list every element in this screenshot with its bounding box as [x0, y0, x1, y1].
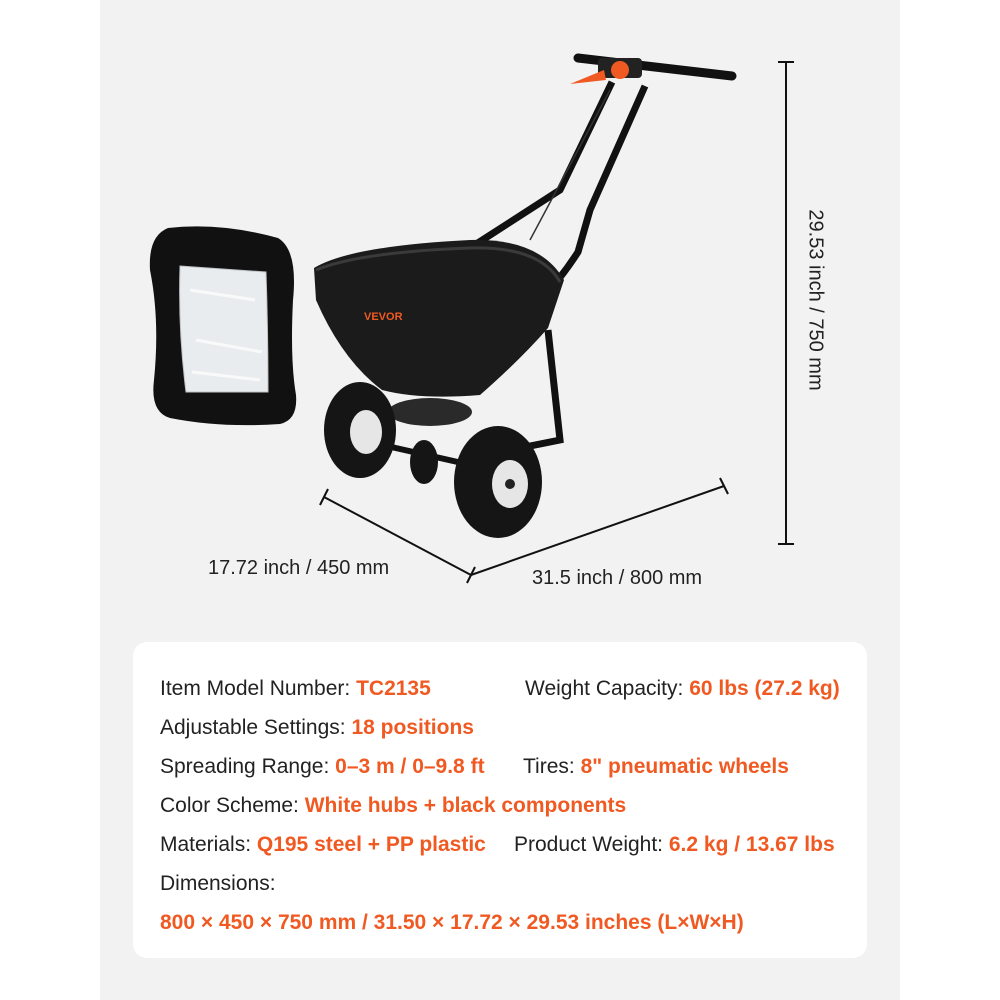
spec-materials — [160, 832, 486, 858]
spec-color — [160, 793, 626, 819]
height-dimension-line — [778, 62, 794, 544]
spec-tires — [523, 754, 789, 780]
spec-product-weight-label: Product Weight: — [514, 833, 669, 856]
spec-adjustable-value: 18 positions — [351, 716, 474, 739]
spec-materials-value: Q195 steel + PP plastic — [256, 833, 486, 856]
height-label: 29.53 inch / 750 mm — [804, 209, 827, 391]
spec-color-value: White hubs + black components — [304, 794, 627, 817]
spec-adjustable-label: Adjustable Settings: — [160, 716, 352, 739]
spec-product-weight-value: 6.2 kg / 13.67 lbs — [668, 833, 835, 856]
spec-dimensions-label: Dimensions: — [160, 872, 276, 895]
width-label: 17.72 inch / 450 mm — [208, 557, 390, 579]
spec-capacity-label: Weight Capacity: — [525, 677, 690, 700]
spec-card — [133, 642, 867, 958]
spec-model-value: TC2135 — [356, 677, 431, 700]
spec-product-weight — [514, 832, 835, 858]
spec-materials-label: Materials: — [160, 833, 257, 856]
flow-control-knob — [611, 61, 629, 79]
flow-lever — [570, 70, 606, 84]
length-label: 31.5 inch / 800 mm — [532, 567, 703, 589]
spec-model — [160, 676, 431, 702]
spec-capacity — [525, 676, 840, 702]
rain-cover — [150, 226, 296, 425]
spec-spreading-label: Spreading Range: — [160, 755, 336, 778]
spec-dimensions-value — [160, 910, 744, 936]
spec-tires-label: Tires: — [523, 755, 581, 778]
brand-logo: VEVOR — [364, 311, 403, 323]
spec-tires-value: 8" pneumatic wheels — [580, 755, 789, 778]
spec-adjustable — [160, 715, 474, 741]
spec-color-label: Color Scheme: — [160, 794, 305, 817]
spec-dimensions-text: 800 × 450 × 750 mm / 31.50 × 17.72 × 29.53 inches (L×W×H) — [160, 911, 744, 934]
spec-model-label: Item Model Number: — [160, 677, 357, 700]
spec-capacity-value: 60 lbs (27.2 kg) — [689, 677, 840, 700]
spec-spreading-value: 0–3 m / 0–9.8 ft — [335, 755, 485, 778]
spec-spreading — [160, 754, 485, 780]
spreader — [314, 58, 732, 538]
